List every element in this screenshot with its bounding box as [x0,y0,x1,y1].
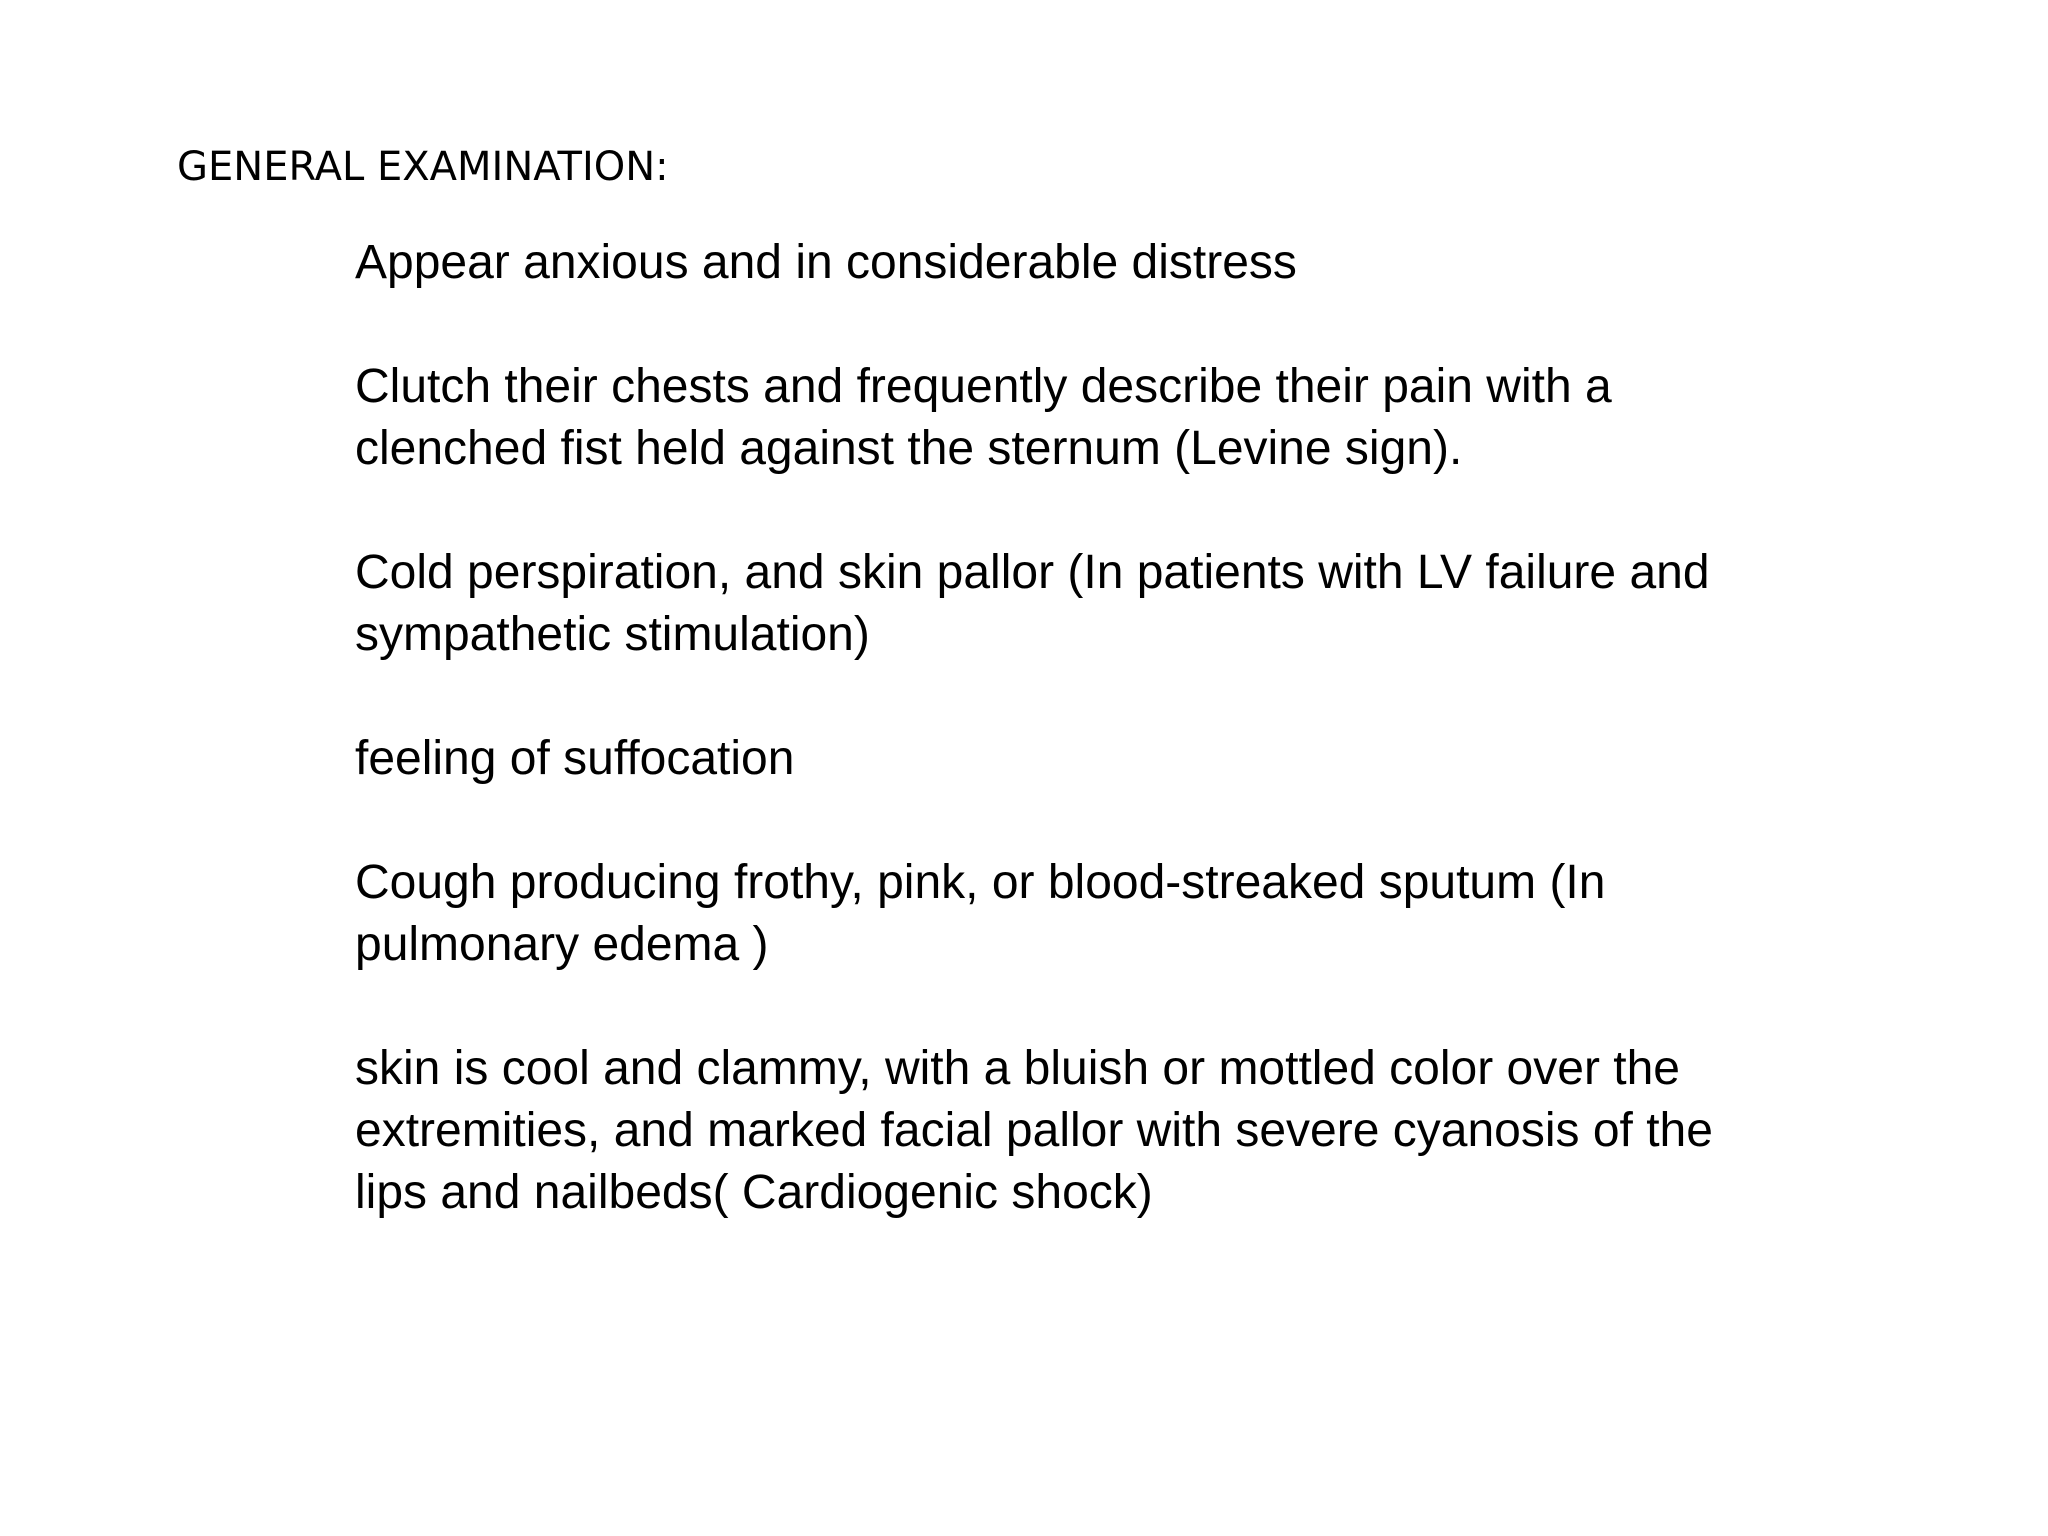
point-anxious [355,232,1875,294]
point-cardiogenic-shock [355,1038,1875,1224]
point-line: feeling of suffocation [355,732,795,785]
slide-title: GENERAL EXAMINATION: [177,144,669,190]
point-line: Appear anxious and in considerable distress [355,236,1297,289]
point-levine-sign [355,356,1875,480]
point-line: Cold perspiration, and skin pallor (In patients with LV failure and [355,546,1710,599]
point-cold-perspiration [355,542,1875,666]
point-line: extremities, and marked facial pallor with severe cyanosis of the [355,1104,1713,1157]
point-line: lips and nailbeds( Cardiogenic shock) [355,1166,1153,1219]
point-line: sympathetic stimulation) [355,608,870,661]
point-line: Clutch their chests and frequently describe their pain with a [355,360,1612,413]
point-line: Cough producing frothy, pink, or blood-streaked sputum (In [355,856,1606,909]
point-line: clenched fist held against the sternum (Levine sign). [355,422,1463,475]
point-cough [355,852,1875,976]
point-suffocation [355,728,1875,790]
point-line: pulmonary edema ) [355,918,769,971]
point-line: skin is cool and clammy, with a bluish or mottled color over the [355,1042,1680,1095]
examination-points-list [355,232,1875,1224]
